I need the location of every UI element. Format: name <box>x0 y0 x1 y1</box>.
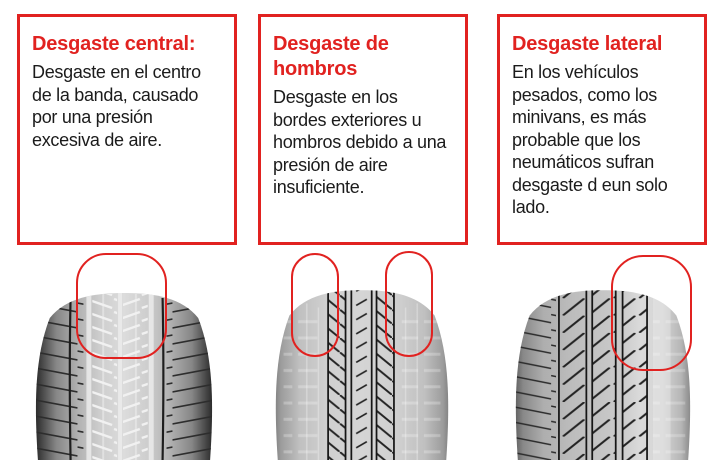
info-box-lateral-wear <box>497 14 707 245</box>
info-box-central-wear <box>17 14 237 245</box>
left-shoulder-wear-highlight <box>291 253 339 357</box>
panel-body-central: Desgaste en el centro de la banda, causado por una presión excesiva de aire. <box>32 62 201 150</box>
panel-body-shoulder: Desgaste en los bordes exteriores u hombros debido a una presión de aire insuficiente. <box>273 87 447 197</box>
info-box-shoulder-wear <box>258 14 468 245</box>
panel-body-lateral: En los vehículos pesados, como los minivans, es más probable que los neumáticos sufran desgaste d eun solo lado. <box>512 62 668 217</box>
panel-title-shoulder: Desgaste de hombros <box>273 33 389 80</box>
center-wear-highlight <box>76 253 167 359</box>
lateral-wear-highlight <box>611 255 692 371</box>
panel-title-central: Desgaste central: <box>32 33 196 55</box>
panel-title-lateral: Desgaste lateral <box>512 33 663 55</box>
right-shoulder-wear-highlight <box>385 251 433 357</box>
